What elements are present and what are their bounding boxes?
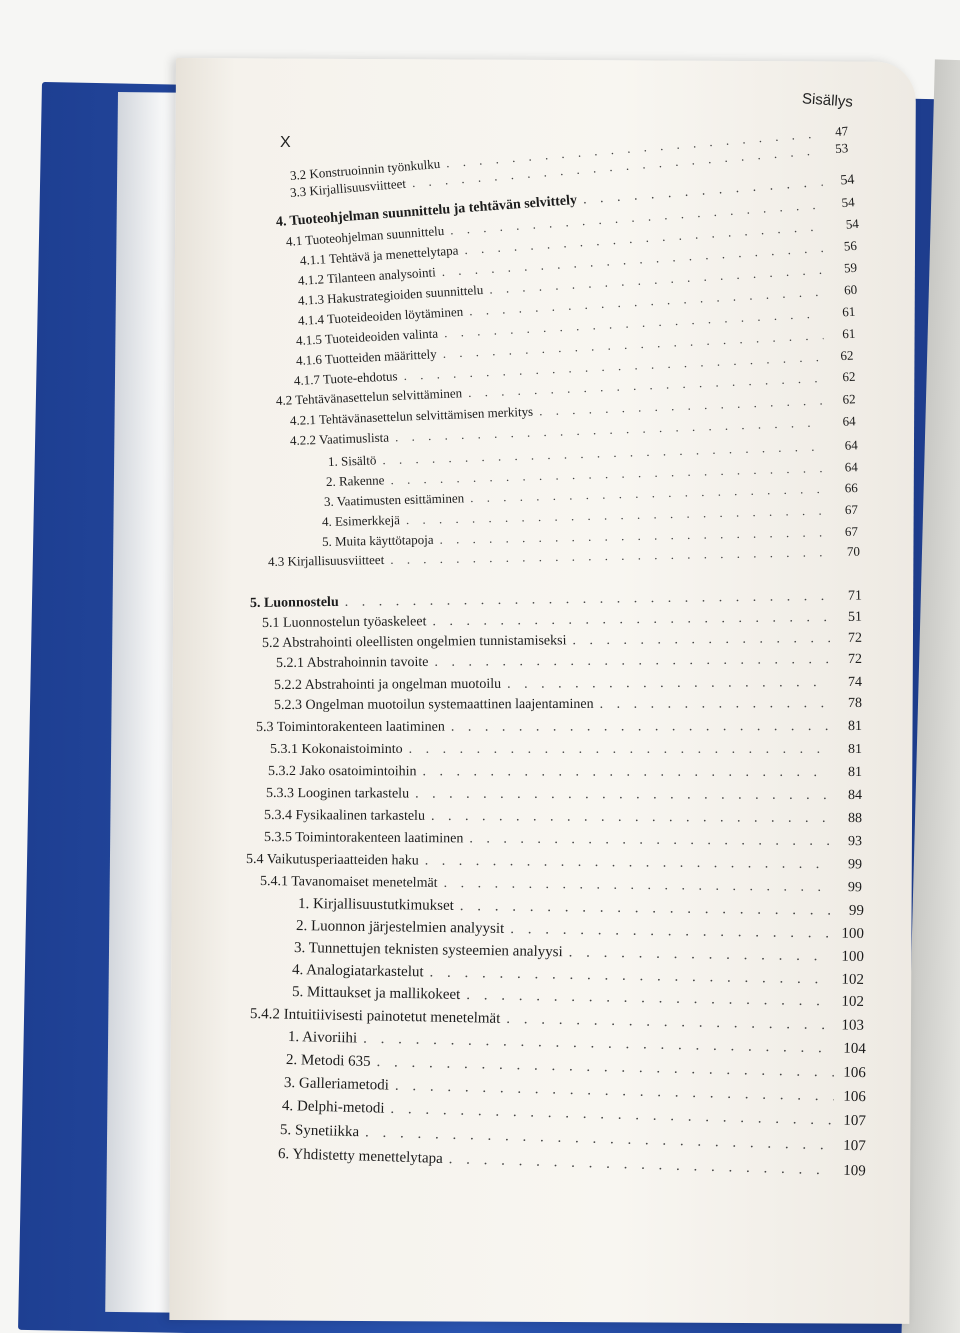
page-number-roman: X (280, 134, 291, 151)
toc-entry (292, 984, 864, 1011)
toc-entry-title: 2. Rakenne (325, 472, 385, 489)
toc-leader-dots (429, 964, 832, 988)
toc-entry-title: 4.1.4 Tuoteideoiden löytäminen (297, 303, 464, 328)
toc-entry-title: 3. Vaatimusten esittäminen (323, 490, 465, 509)
toc-entry-title: 3. Tunnettujen teknisten systeemien analyysi (293, 940, 563, 961)
toc-leader-dots (363, 1031, 834, 1058)
toc-entry (294, 940, 864, 966)
toc-entry-page: 47 (834, 123, 849, 140)
toc-entry-page: 54 (841, 194, 856, 211)
toc-entry-title: 4.1.5 Tuoteideoiden valinta (295, 325, 439, 348)
toc-leader-dots (431, 809, 830, 827)
toc-entry (274, 675, 862, 694)
toc-leader-dots (451, 719, 830, 736)
toc-entry-title: 2. Luonnon järjestelmien analyysit (295, 918, 505, 937)
toc-entry-title: 4.1 Tuoteohjelman suunnittelu (285, 222, 445, 249)
toc-entry (262, 610, 862, 632)
toc-leader-dots (415, 787, 830, 804)
toc-entry-page: 99 (847, 880, 863, 896)
toc-entry-title: 5.2.3 Ongelman muotoilun systemaattinen laajentaminen (273, 696, 594, 713)
toc-entry-page: 103 (841, 1017, 865, 1034)
toc-leader-dots (406, 503, 826, 529)
toc-entry-title: 4.3 Kirjallisuusviitteet (267, 551, 385, 569)
toc-entry-title: 5.2.2 Abstrahointi ja ongelman muotoilu (273, 676, 502, 693)
toc-entry-title: 5.2 Abstrahointi oleellisten ongelmien tunnistamiseksi (261, 633, 567, 651)
toc-entry-title: 5.2.1 Abstrahoinnin tavoite (275, 654, 429, 671)
toc-entry-title: 4.2 Tehtävänasettelun selvittäminen (275, 385, 463, 408)
toc-entry-title: 5.4 Vaikutusperiaatteiden haku (245, 852, 419, 869)
toc-entry-title: 4.1.6 Tuotteiden määrittely (295, 346, 438, 368)
toc-entry-page: 104 (843, 1040, 867, 1058)
toc-leader-dots (569, 944, 833, 965)
toc-leader-dots (390, 544, 828, 568)
toc-entry-page: 54 (839, 172, 855, 189)
toc-entry-page: 100 (841, 948, 865, 965)
toc-entry-title: 5. Luonnostelu (249, 594, 339, 611)
toc-leader-dots (466, 987, 832, 1010)
toc-leader-dots (409, 742, 830, 758)
toc-entry-page: 99 (848, 902, 865, 919)
toc-entry-title: 5. Synetiikka (279, 1122, 360, 1141)
toc-entry-page: 72 (847, 651, 863, 668)
toc-entry-page: 72 (847, 630, 863, 646)
toc-entry-title: 4. Tuoteohjelman suunnittelu ja tehtävän selvittely (275, 192, 578, 230)
toc-entry (250, 589, 862, 612)
toc-entry (264, 808, 862, 827)
toc-entry-page: 64 (844, 437, 858, 453)
toc-entry-page: 60 (843, 281, 858, 298)
toc-leader-dots (600, 696, 830, 713)
toc-entry-page: 81 (847, 765, 863, 781)
toc-entry-title: 5.3.5 Toimintorakenteen laatiminen (263, 830, 464, 847)
toc-leader-dots (425, 854, 830, 874)
toc-entry-page: 66 (844, 480, 859, 496)
toc-entry-title: 4.2.2 Vaatimuslista (289, 429, 390, 448)
toc-leader-dots (376, 1054, 834, 1081)
toc-entry-page: 107 (843, 1112, 867, 1130)
toc-entry-page: 67 (844, 523, 859, 539)
toc-entry-title: 4. Analogiatarkastelut (291, 962, 424, 981)
toc-entry (266, 786, 862, 804)
toc-entry-title: 5.3 Toimintorakenteen laatiminen (255, 719, 445, 735)
toc-entry-page: 102 (841, 971, 865, 988)
toc-entry-title: 5.1 Luonnostelun työaskeleet (261, 614, 427, 631)
toc-entry-title: 4. Delphi-metodi (281, 1098, 385, 1117)
toc-entry (256, 719, 862, 736)
toc-entry-page: 51 (847, 609, 863, 625)
toc-entry-title: 5.4.1 Tavanomaiset menetelmät (259, 874, 438, 891)
toc-entry-page: 109 (843, 1162, 866, 1180)
toc-leader-dots (444, 876, 831, 896)
toc-entry-page: 102 (841, 993, 865, 1010)
toc-entry-page: 56 (843, 237, 858, 254)
toc-leader-dots (449, 1151, 835, 1179)
toc-entry (276, 652, 862, 672)
toc-entry (262, 631, 862, 652)
toc-entry-page: 64 (842, 413, 856, 429)
toc-entry-title: 5.4.2 Intuitiivisesti painotetut menetelmät (249, 1006, 501, 1027)
toc-entry-page: 78 (847, 695, 863, 711)
toc-entry-page: 62 (842, 391, 856, 407)
toc-leader-dots (460, 898, 832, 920)
toc-entry-title: 5.3.2 Jako osatoimintoihin (267, 764, 417, 780)
toc-entry-title: 5.3.4 Fysikaalinen tarkastelu (263, 808, 426, 824)
toc-entry-page: 106 (843, 1064, 867, 1082)
toc-entry-page: 71 (847, 588, 863, 604)
toc-entry-page: 70 (846, 543, 861, 559)
toc-entry-page: 59 (843, 259, 858, 276)
toc-leader-dots (432, 610, 830, 630)
toc-entry (268, 764, 862, 781)
toc-entry-title: 2. Metodi 635 (285, 1052, 371, 1070)
toc-entry-title: 5.3.1 Kokonaistoiminto (270, 742, 403, 757)
toc-entry-page: 67 (844, 501, 859, 518)
toc-entry-page: 81 (847, 718, 863, 734)
toc-entry-page: 84 (847, 788, 863, 804)
toc-entry-title: 4.1.7 Tuote-ehdotus (293, 368, 398, 388)
toc-entry-title: 1. Kirjallisuustutkimukset (297, 896, 454, 914)
toc-leader-dots (469, 831, 830, 850)
toc-entry-title: 6. Yhdistetty menettelytapa (277, 1146, 444, 1167)
toc-entry-page: 107 (843, 1137, 867, 1155)
toc-entry (270, 742, 862, 758)
toc-entry-title: 5. Mittaukset ja mallikokeet (291, 984, 461, 1003)
toc-entry-page: 88 (847, 811, 863, 827)
toc-entry (246, 852, 862, 873)
toc-leader-dots (434, 652, 830, 671)
toc-entry-page: 62 (840, 347, 854, 364)
toc-entry (298, 896, 864, 920)
toc-entry (260, 874, 862, 896)
toc-entry-page: 74 (847, 674, 863, 690)
toc-entry-page: 93 (847, 834, 863, 850)
toc-entry-page: 54 (845, 215, 860, 232)
toc-entry-page: 100 (841, 925, 865, 942)
toc-leader-dots (439, 524, 826, 547)
toc-leader-dots (345, 589, 830, 611)
toc-leader-dots (423, 764, 830, 781)
toc-entry-title: 5.3.3 Looginen tarkastelu (265, 786, 410, 802)
toc-leader-dots (506, 1011, 832, 1034)
running-header: Sisällys (801, 90, 854, 111)
toc-entry-title: 5. Muita käyttötapoja (321, 531, 434, 549)
toc-entry-page: 106 (843, 1088, 867, 1106)
toc-entry-page: 64 (844, 459, 858, 475)
toc-entry-title: 4. Esimerkkejä (321, 512, 401, 529)
toc-entry-page: 53 (834, 140, 849, 157)
toc-entry-page: 62 (842, 368, 856, 385)
toc-entry-page: 61 (841, 303, 856, 320)
toc-entry-title: 1. Aivoriihi (287, 1029, 358, 1047)
toc-leader-dots (507, 675, 830, 693)
toc-entry-title: 4.2.1 Tehtävänasettelun selvittämisen merkitys (289, 403, 534, 428)
toc-entry-page: 61 (841, 325, 856, 342)
toc-leader-dots (390, 1101, 834, 1130)
toc-entry-title: 4.1.1 Tehtävä ja menettelytapa (299, 242, 459, 268)
toc-entry-title: 1. Sisältö (327, 452, 377, 469)
toc-entry-title: 3.2 Konstruoinnin työnkulku (289, 155, 441, 183)
toc-leader-dots (572, 631, 830, 649)
toc-entry-page: 81 (848, 742, 862, 757)
toc-entry-page: 99 (847, 857, 863, 873)
toc-leader-dots (470, 481, 826, 506)
toc-entry (264, 830, 862, 850)
toc-entry (296, 918, 864, 943)
toc-entry-title: 3. Galleriametodi (283, 1075, 390, 1094)
toc-entry-title: 4.1.3 Hakustrategioiden suunnittelu (297, 282, 484, 308)
toc-entry-title: 4.1.2 Tilanteen analysointi (297, 264, 437, 288)
toc-leader-dots (395, 1078, 834, 1106)
toc-entry-title: 3.3 Kirjallisuusviitteet (289, 175, 407, 200)
toc-leader-dots (510, 921, 832, 942)
toc-entry (274, 696, 862, 714)
